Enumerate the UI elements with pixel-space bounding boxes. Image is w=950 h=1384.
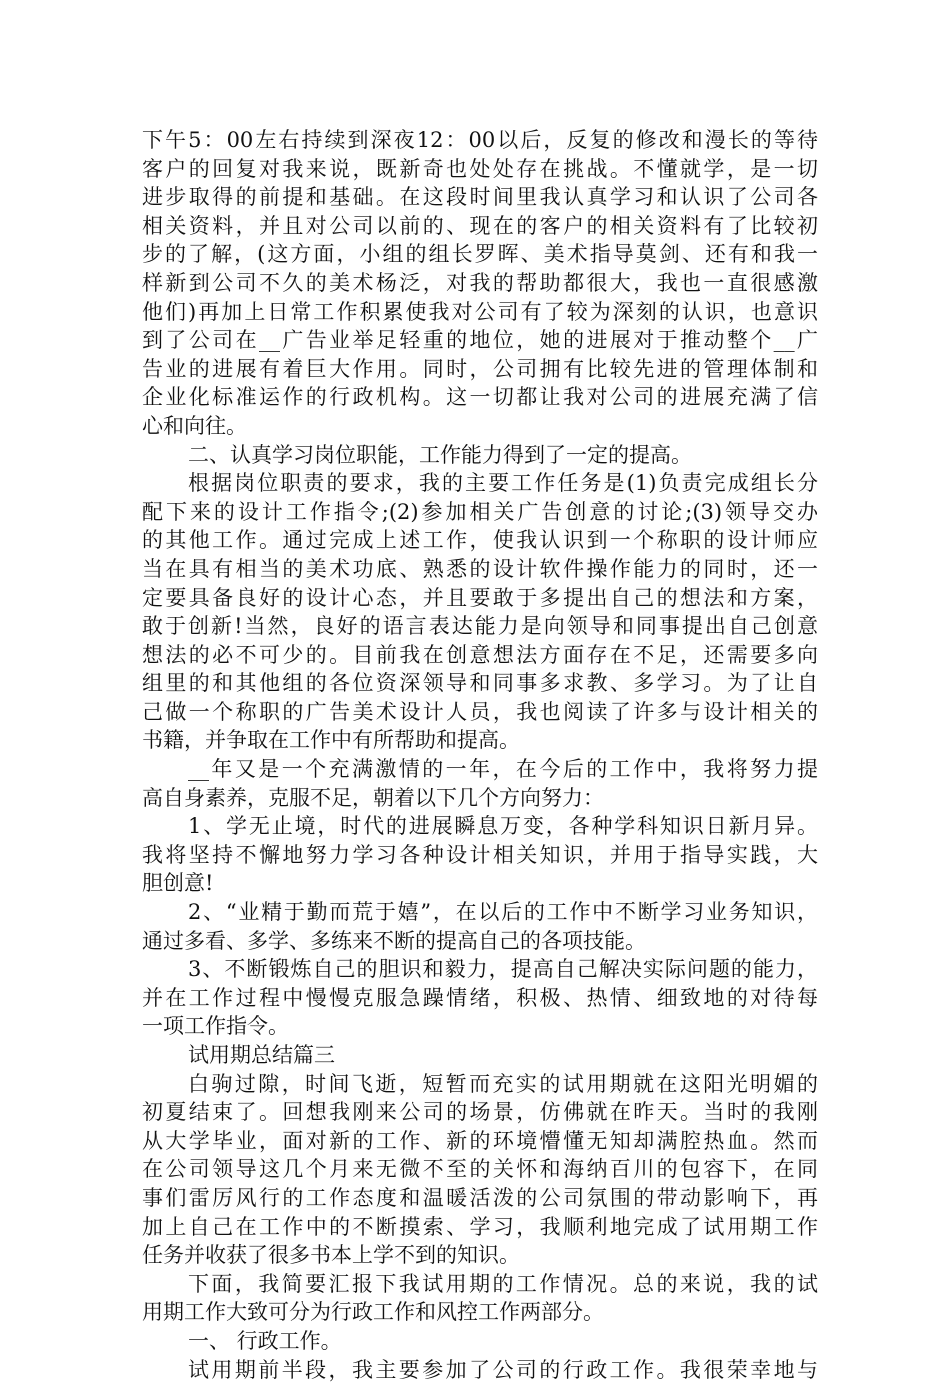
text-line: __年又是一个充满激情的一年，在今后的工作中，我将努力提 xyxy=(188,757,818,782)
text-line: 我将坚持不懈地努力学习各种设计相关知识，并用于指导实践，大 xyxy=(142,842,818,867)
text-line: 定要具备良好的设计心态，并且要敢于多提出自己的想法和方案， xyxy=(142,585,818,610)
text-line: 一、 行政工作。 xyxy=(188,1328,342,1353)
text-line: 高自身素养，克服不足，朝着以下几个方向努力： xyxy=(142,785,604,810)
text-line: 他们)再加上日常工作积累使我对公司有了较为深刻的认识，也意识 xyxy=(142,299,818,324)
text-line: 试用期前半段，我主要参加了公司的行政工作。我很荣幸地与 xyxy=(188,1357,818,1382)
text-line: 想法的必不可少的。目前我在创意想法方面存在不足，还需要多向 xyxy=(142,642,818,667)
text-line: 书籍，并争取在工作中有所帮助和提高。 xyxy=(142,728,520,753)
text-line: 用期工作大致可分为行政工作和风控工作两部分。 xyxy=(142,1300,604,1325)
text-line: 己做一个称职的广告美术设计人员，我也阅读了许多与设计相关的 xyxy=(142,699,818,724)
text-line: 步的了解，(这方面，小组的组长罗晖、美术指导莫剑、还有和我一 xyxy=(142,242,818,267)
text-line: 在公司领导这几个月来无微不至的关怀和海纳百川的包容下，在同 xyxy=(142,1157,818,1182)
text-line: 2、“业精于勤而荒于嬉”，在以后的工作中不断学习业务知识， xyxy=(188,900,818,925)
text-line: 心和向往。 xyxy=(142,413,247,438)
text-line: 从大学毕业，面对新的工作、新的环境懵懂无知却满腔热血。然而 xyxy=(142,1128,818,1153)
text-line: 样新到公司不久的美术杨泛，对我的帮助都很大，我也一直很感激 xyxy=(142,270,818,295)
text-line: 告业的进展有着巨大作用。同时，公司拥有比较先进的管理体制和 xyxy=(142,356,818,381)
text-line: 白驹过隙，时间飞逝，短暂而充实的试用期就在这阳光明媚的 xyxy=(188,1071,818,1096)
text-line: 到了公司在__广告业举足轻重的地位，她的进展对于推动整个__广 xyxy=(142,328,818,353)
text-line: 并在工作过程中慢慢克服急躁情绪，积极、热情、细致地的对待每 xyxy=(142,985,818,1010)
text-line: 一项工作指令。 xyxy=(142,1014,289,1039)
text-line: 1、学无止境，时代的进展瞬息万变，各种学科知识日新月异。 xyxy=(188,814,818,839)
text-line: 的其他工作。通过完成上述工作，使我认识到一个称职的设计师应 xyxy=(142,528,818,553)
text-line: 企业化标准运作的行政机构。这一切都让我对公司的进展充满了信 xyxy=(142,385,818,410)
text-line: 相关资料，并且对公司以前的、现在的客户的相关资料有了比较初 xyxy=(142,213,818,238)
text-line: 试用期总结篇三 xyxy=(188,1043,335,1067)
text-line: 当在具有相当的美术功底、熟悉的设计软件操作能力的同时，还一 xyxy=(142,556,818,581)
text-line: 初夏结束了。回想我刚来公司的场景，仿佛就在昨天。当时的我刚 xyxy=(142,1100,818,1125)
text-line: 任务并收获了很多书本上学不到的知识。 xyxy=(142,1243,520,1268)
text-line: 胆创意! xyxy=(142,871,214,896)
text-line: 事们雷厉风行的工作态度和温暖活泼的公司氛围的带动影响下，再 xyxy=(142,1185,818,1210)
text-line: 3、不断锻炼自己的胆识和毅力，提高自己解决实际问题的能力， xyxy=(188,957,818,982)
text-line: 敢于创新!当然，良好的语言表达能力是向领导和同事提出自己创意 xyxy=(142,614,818,639)
text-line: 进步取得的前提和基础。在这段时间里我认真学习和认识了公司各 xyxy=(142,185,818,210)
text-line: 根据岗位职责的要求，我的主要工作任务是(1)负责完成组长分 xyxy=(188,471,818,496)
text-line: 加上自己在工作中的不断摸索、学习，我顺利地完成了试用期工作 xyxy=(142,1214,818,1239)
text-line: 客户的回复对我来说，既新奇也处处存在挑战。不懂就学，是一切 xyxy=(142,156,818,181)
document-body xyxy=(142,126,818,1384)
text-line: 下面，我简要汇报下我试用期的工作情况。总的来说，我的试 xyxy=(188,1271,818,1296)
text-line: 下午5：00左右持续到深夜12：00以后，反复的修改和漫长的等待 xyxy=(142,128,818,152)
text-line: 配下来的设计工作指令;(2)参加相关广告创意的讨论;(3)领导交办 xyxy=(142,499,818,524)
text-line: 通过多看、多学、多练来不断的提高自己的各项技能。 xyxy=(142,928,646,953)
text-line: 组里的和其他组的各位资深领导和同事多求教、多学习。为了让自 xyxy=(142,671,818,696)
text-line: 二、认真学习岗位职能，工作能力得到了一定的提高。 xyxy=(188,442,692,467)
